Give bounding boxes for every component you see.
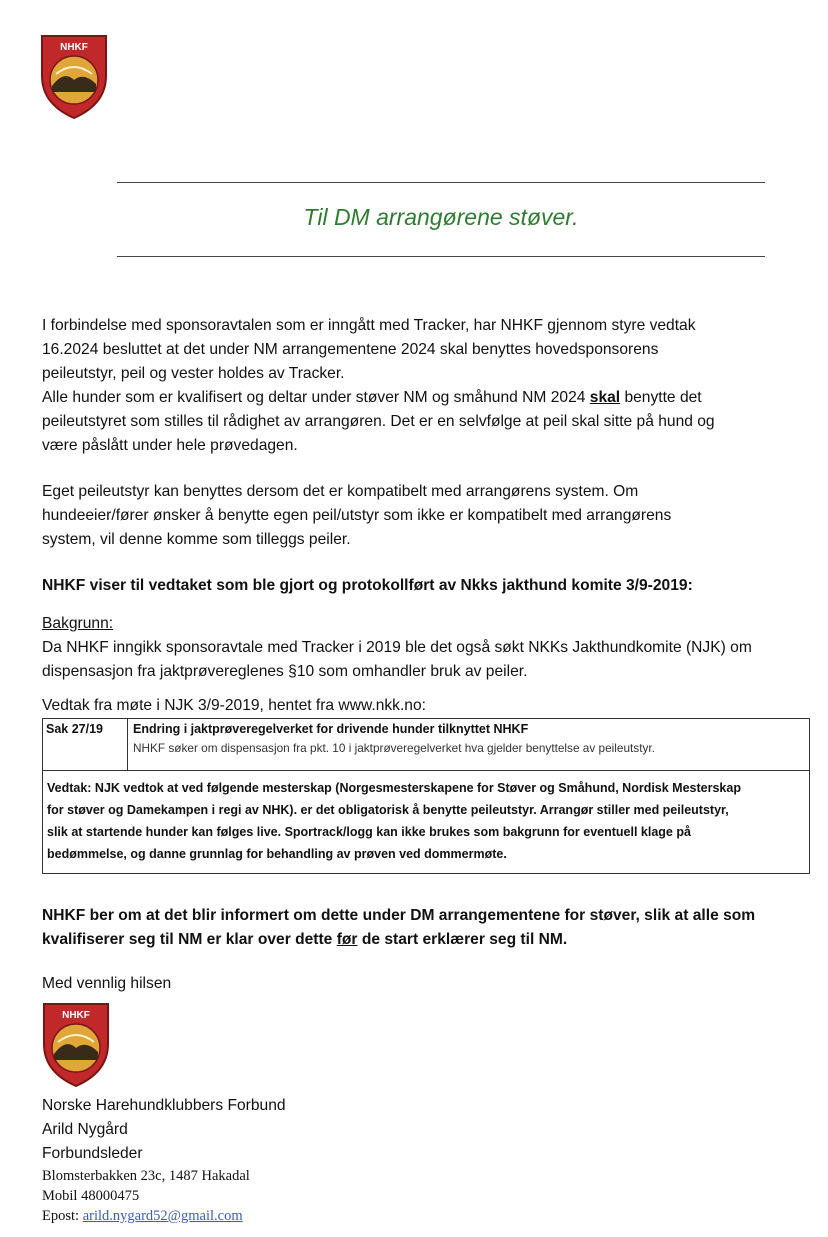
intro-paragraph xyxy=(42,314,715,458)
logo-text: NHKF xyxy=(62,1010,90,1021)
text-line: være påslått under hele prøvedagen. xyxy=(42,437,298,454)
text-line: dispensasjon fra jaktprøvereglenes §10 som omhandler bruk av peiler. xyxy=(42,663,528,680)
text-line: kvalifiserer seg til NM er klar over dette før de start erklærer seg til NM. xyxy=(42,931,568,948)
background-label: Bakgrunn: xyxy=(42,615,114,632)
nkk-heading: NHKF viser til vedtaket som ble gjort og protokollført av Nkks jakthund komite 3/9-2019: xyxy=(42,577,693,594)
text-line: peileutstyret som stilles til rådighet av arrangøren. Det er en selvfølge at peil skal sitte på hund og xyxy=(42,413,715,430)
text-line: 16.2024 besluttet at det under NM arrangementene 2024 skal benyttes hovedsponsorens xyxy=(42,341,659,358)
text-line: Da NHKF inngikk sponsoravtale med Tracker i 2019 ble det også søkt NKKs Jakthundkomite (NJK) om xyxy=(42,639,752,656)
case-description: NHKF søker om dispensasjon fra pkt. 10 i jaktprøveregelverket hva gjelder benyttelse av peileutstyr. xyxy=(133,741,655,755)
text-line: slik at startende hunder kan følges live. Sportrack/logg kan ikke brukes som bakgrunn for eventuell klage på xyxy=(47,825,691,839)
text-line: Eget peileutstyr kan benyttes dersom det er kompatibelt med arrangørens system. Om xyxy=(42,483,639,500)
text-line: I forbindelse med sponsoravtalen som er inngått med Tracker, har NHKF gjennom styre vedtak xyxy=(42,317,696,334)
club-logo xyxy=(38,30,110,120)
signature-block xyxy=(42,1094,286,1166)
divider-top xyxy=(117,182,765,183)
text-line: Vedtak: NJK vedtok at ved følgende mesterskap (Norgesmesterskapene for Støver og Småhund, Nordisk Mesterskap xyxy=(47,781,741,795)
text-line: for støver og Damekampen i regi av NHK). er det obligatorisk å benytte peileutstyr. Arrangør stiller med peileutstyr, xyxy=(47,803,729,817)
text-line: peileutstyr, peil og vester holdes av Tracker. xyxy=(42,365,345,382)
decision-table xyxy=(42,718,810,874)
text-line: NHKF ber om at det blir informert om dette under DM arrangementene for støver, slik at alle som xyxy=(42,907,756,924)
text-line: system, vil denne komme som tilleggs peiler. xyxy=(42,531,351,548)
decision-intro: Vedtak fra møte i NJK 3/9-2019, hentet fra www.nkk.no: xyxy=(42,697,426,714)
background-section xyxy=(42,612,752,684)
address: Blomsterbakken 23c, 1487 Hakadal xyxy=(42,1168,250,1184)
email-line: Epost: arild.nygard52@gmail.com xyxy=(42,1208,243,1224)
equipment-paragraph xyxy=(42,480,671,552)
case-row xyxy=(43,719,809,771)
request-paragraph xyxy=(42,904,755,952)
contact-block xyxy=(42,1166,250,1226)
organization-name: Norske Harehundklubbers Forbund xyxy=(42,1097,286,1114)
signer-role: Forbundsleder xyxy=(42,1145,143,1162)
phone: Mobil 48000475 xyxy=(42,1188,140,1204)
closing: Med vennlig hilsen xyxy=(42,975,172,992)
column-divider xyxy=(127,719,128,770)
text-line: hundeeier/fører ønsker å benytte egen peil/utstyr som ikke er kompatibelt med arrangørens xyxy=(42,507,672,524)
page-title: Til DM arrangørene støver. xyxy=(303,204,579,230)
text-line: Alle hunder som er kvalifisert og deltar under støver NM og småhund NM 2024 skal benytte det xyxy=(42,389,702,406)
text-line: bedømmelse, og danne grunnlag for behandling av prøven ved dommermøte. xyxy=(47,847,507,861)
logo-text: NHKF xyxy=(60,42,88,53)
divider-bottom xyxy=(117,256,765,257)
decision-text xyxy=(43,771,809,873)
email-link[interactable]: arild.nygard52@gmail.com xyxy=(82,1208,243,1224)
case-number: Sak 27/19 xyxy=(46,722,103,736)
signer-name: Arild Nygård xyxy=(42,1121,128,1138)
case-title: Endring i jaktprøveregelverket for drivende hunder tilknyttet NHKF xyxy=(133,722,529,736)
club-logo xyxy=(40,998,112,1088)
